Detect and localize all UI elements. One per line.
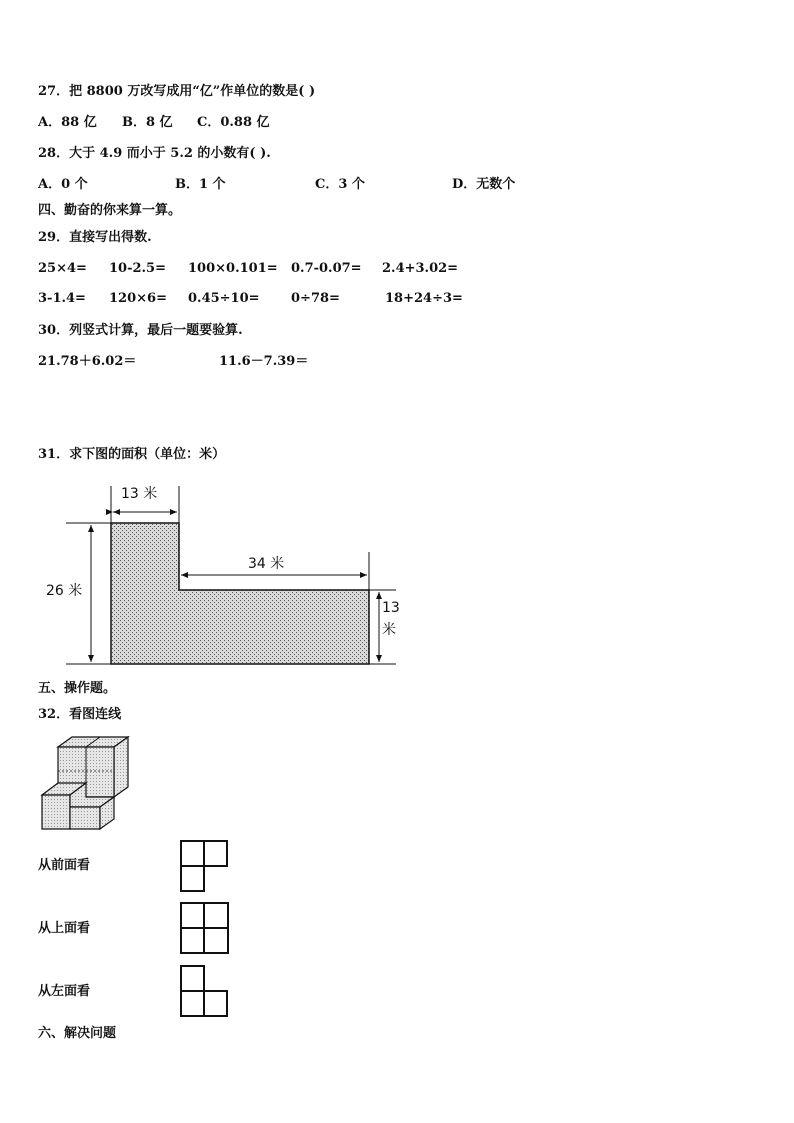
- view-label-left: 从左面看: [38, 984, 91, 999]
- cube-stack-illustration: [38, 735, 130, 831]
- q29-r2-2: 120×6=: [109, 291, 167, 306]
- q29-r1-3: 100×0.101=: [188, 261, 278, 276]
- q31-stem: 31．求下图的面积（单位：米）: [38, 447, 226, 462]
- l-shape: [111, 523, 369, 664]
- q29-r2-5: 18+24÷3=: [385, 291, 463, 306]
- q29-r1-2: 10-2.5=: [109, 261, 166, 276]
- q29-r1-1: 25×4=: [38, 261, 87, 276]
- section-five-heading: 五、操作题。: [38, 681, 117, 696]
- q30-stem: 30．列竖式计算，最后一题要验算.: [38, 323, 243, 338]
- q29-r1-4: 0.7-0.07=: [291, 261, 362, 276]
- label-left-height: 26 米: [46, 583, 83, 599]
- q29-r2-3: 0.45÷10=: [188, 291, 260, 306]
- q29-r1-5: 2.4+3.02=: [382, 261, 459, 276]
- label-right-height-num: 13: [382, 600, 400, 616]
- view-grid-1: [180, 840, 230, 894]
- q27-option-b: B．8 亿: [122, 115, 173, 130]
- q28-option-d: D．无数个: [452, 177, 516, 192]
- view-grid-2: [180, 902, 232, 956]
- q30-item-2: 11.6－7.39＝: [219, 354, 309, 369]
- q29-r2-1: 3-1.4=: [38, 291, 86, 306]
- q28-option-b: B．1 个: [175, 177, 226, 192]
- view-label-top: 从上面看: [38, 921, 91, 936]
- view-grid-3: [180, 965, 230, 1019]
- label-right-width: 34 米: [248, 556, 285, 572]
- q28-option-a: A．0 个: [38, 177, 88, 192]
- section-six-heading: 六、解决问题: [38, 1026, 117, 1041]
- view-label-front: 从前面看: [38, 858, 91, 873]
- q28-stem: 28．大于 4.9 而小于 5.2 的小数有( ).: [38, 146, 271, 161]
- q27-stem: 27．把 8800 万改写成用“亿”作单位的数是( ): [38, 84, 316, 99]
- label-top-width: 13 米: [121, 486, 158, 502]
- q27-option-c: C．0.88 亿: [197, 115, 270, 130]
- q28-option-c: C．3 个: [315, 177, 365, 192]
- q32-stem: 32．看图连线: [38, 707, 122, 722]
- q29-r2-4: 0÷78=: [291, 291, 340, 306]
- q27-option-a: A．88 亿: [38, 115, 97, 130]
- label-right-height-unit: 米: [382, 622, 396, 638]
- section-four-heading: 四、勤奋的你来算一算。: [38, 203, 182, 218]
- q29-stem: 29．直接写出得数.: [38, 230, 152, 245]
- q30-item-1: 21.78＋6.02＝: [38, 354, 137, 369]
